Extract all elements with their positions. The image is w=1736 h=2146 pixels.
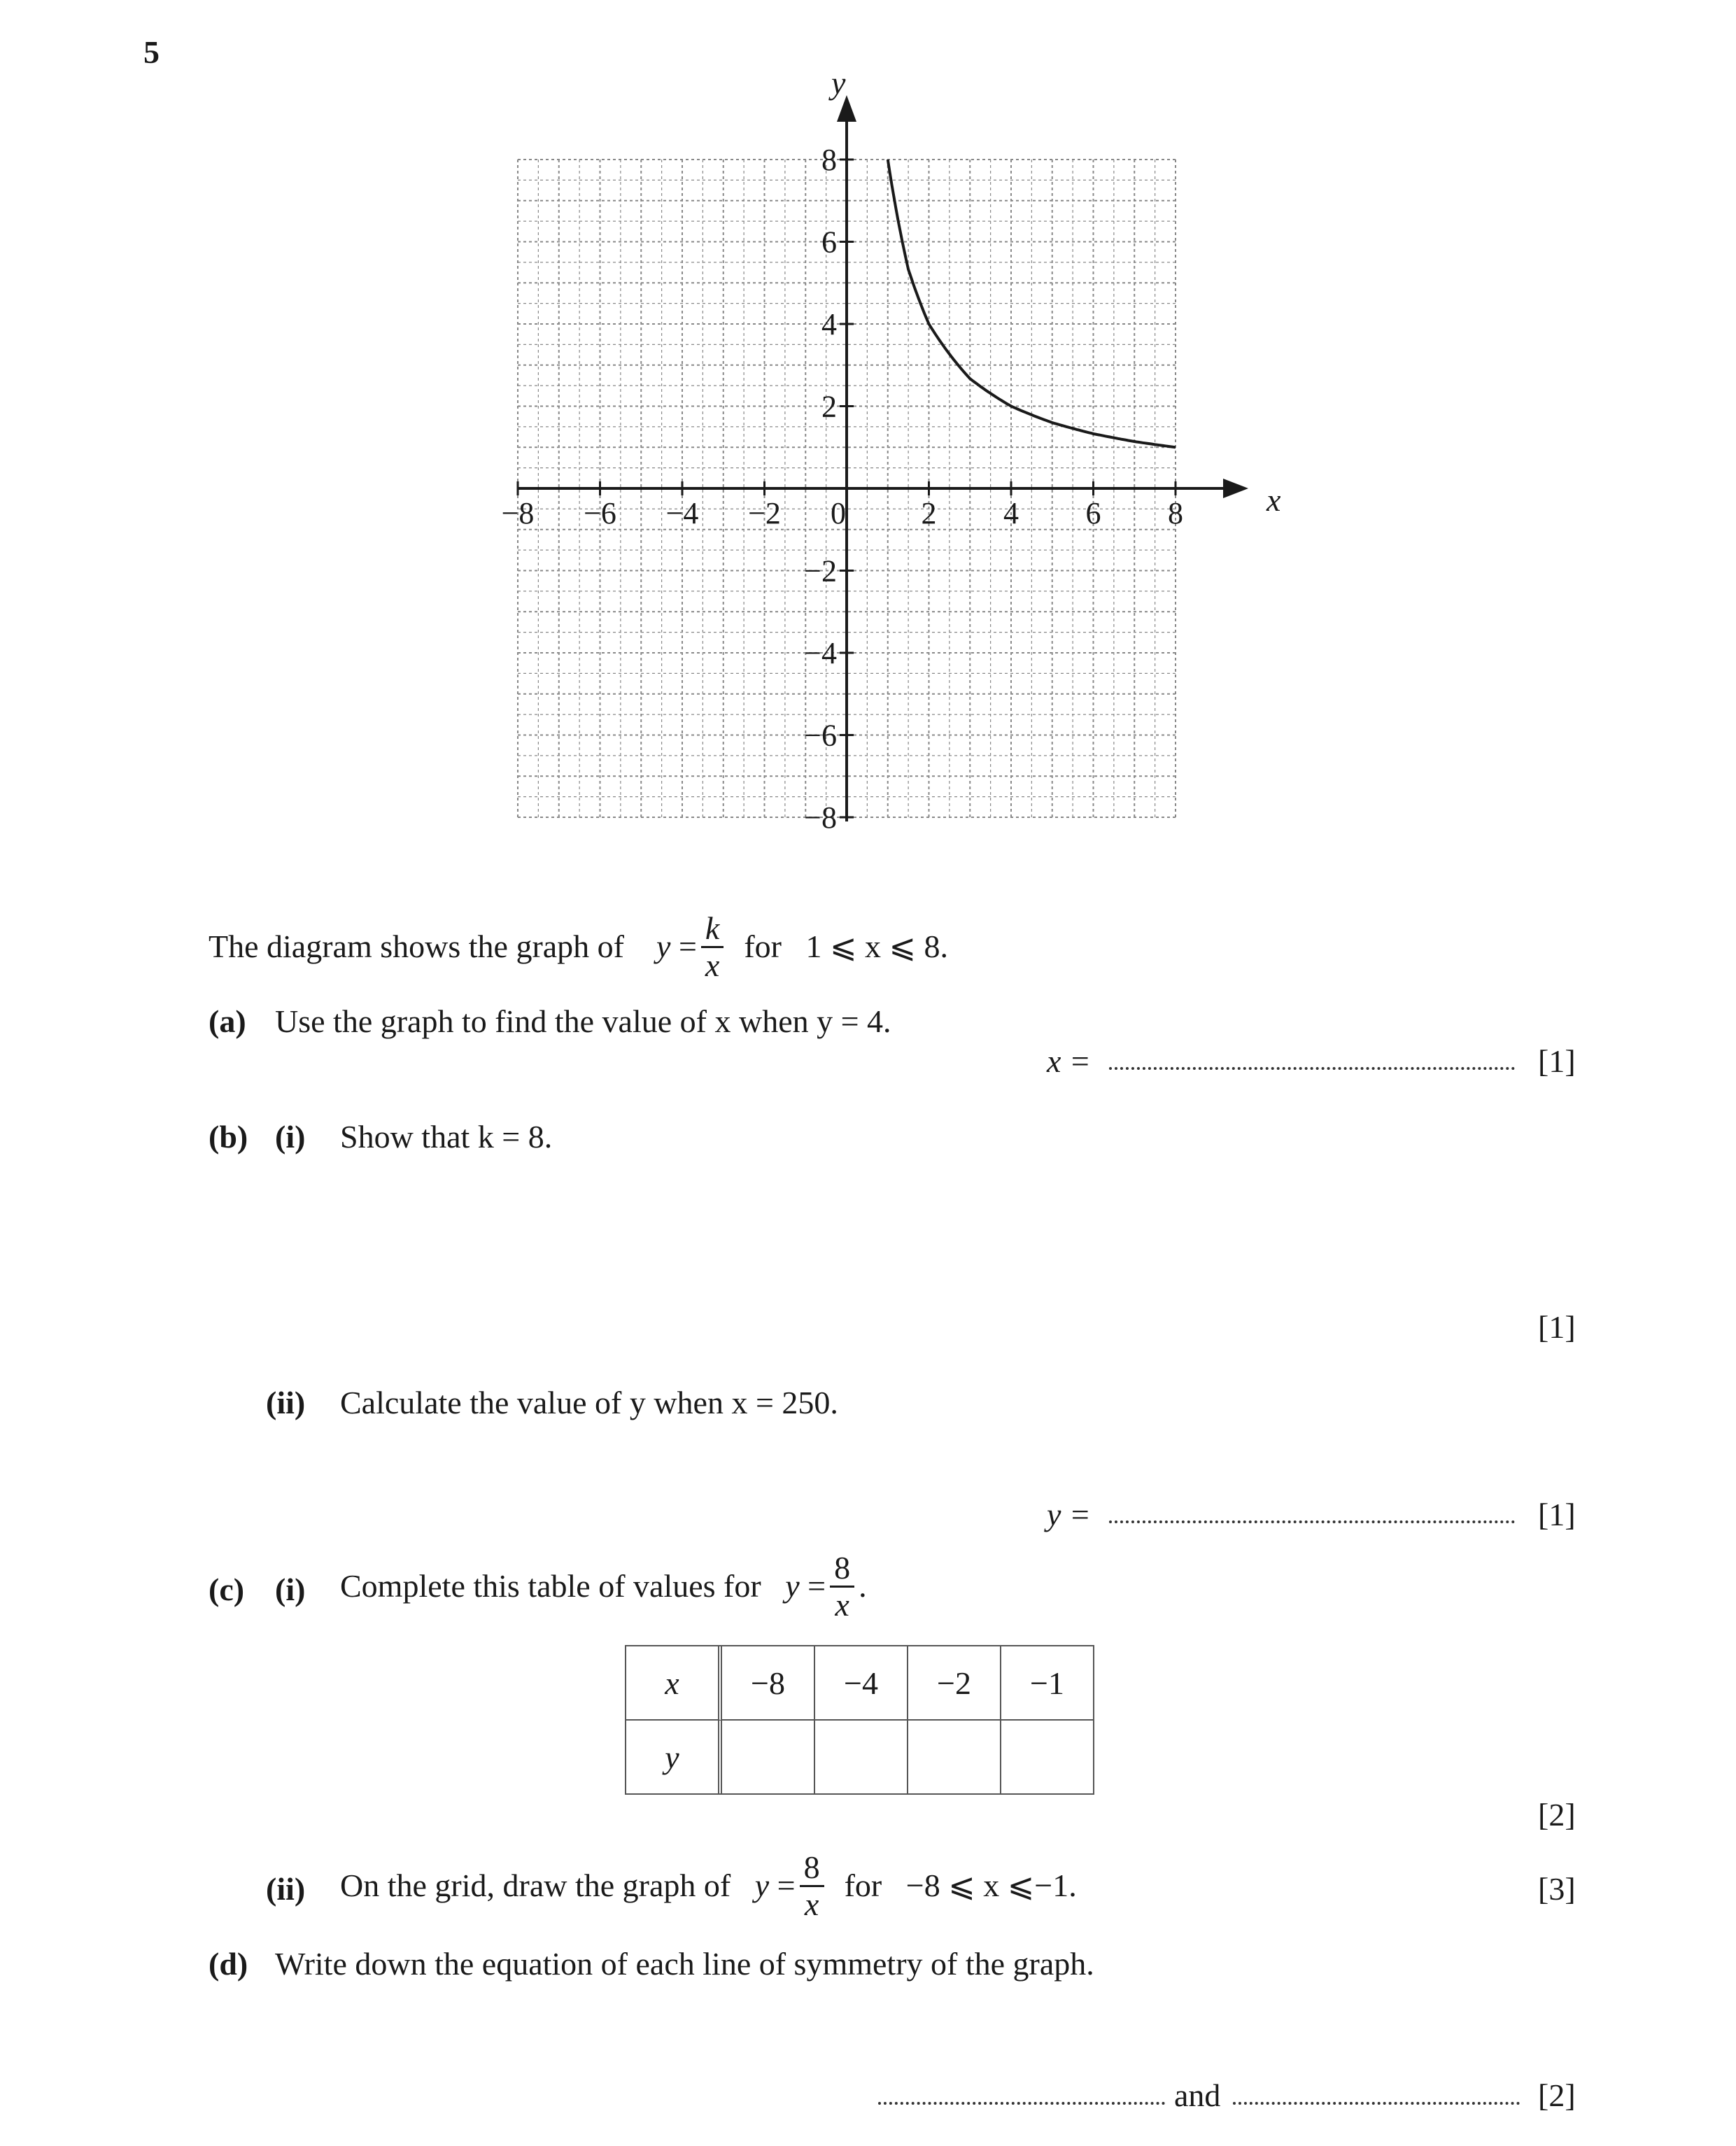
table-cell-y-input[interactable] (908, 1721, 1001, 1793)
part-d-text: Write down the equation of each line of symmetry of the graph. (275, 1946, 1094, 1982)
x-tick-label: 0 (831, 496, 846, 530)
x-axis-label: x (1266, 482, 1281, 518)
part-b-ii-answer-label: y = (1047, 1497, 1091, 1532)
x-tick-label: 2 (921, 496, 937, 530)
question-number: 5 (143, 34, 160, 70)
y-tick-label: 2 (821, 389, 837, 424)
part-c-i-mark: [2] (1538, 1797, 1576, 1833)
part-b-ii-answer-line[interactable] (1109, 1506, 1515, 1527)
table-cell-y-input[interactable] (722, 1721, 815, 1793)
table-cell-x: −8 (722, 1646, 815, 1721)
part-d-label: (d) (209, 1946, 248, 1982)
table-cell-x: −1 (1001, 1646, 1093, 1721)
part-a-mark: [1] (1538, 1043, 1576, 1079)
part-c-ii-mark: [3] (1538, 1871, 1576, 1907)
x-tick-label: −2 (748, 496, 781, 530)
part-b-i-label: (i) (275, 1119, 306, 1155)
x-tick-label: 8 (1168, 496, 1183, 530)
part-b-i-mark: [1] (1538, 1309, 1576, 1345)
part-c-ii-label: (ii) (266, 1871, 306, 1907)
series-curve (888, 160, 1176, 447)
table-cell-x: −4 (815, 1646, 908, 1721)
y-tick-label: 4 (821, 307, 837, 341)
table-row-y (626, 1721, 1093, 1793)
part-a-text: Use the graph to find the value of x when y = 4. (275, 1003, 891, 1039)
table-cell-y-input[interactable] (1001, 1721, 1093, 1793)
part-b-ii-mark: [1] (1538, 1497, 1576, 1532)
table-row-x (626, 1646, 1093, 1721)
table-header-y: y (626, 1721, 722, 1793)
part-c-i-label: (i) (275, 1572, 306, 1607)
x-tick-label: −4 (665, 496, 699, 530)
table-header-x: x (626, 1646, 722, 1721)
part-a-label: (a) (209, 1003, 246, 1039)
part-c-label: (c) (209, 1572, 245, 1607)
x-tick-label: 4 (1003, 496, 1019, 530)
part-b-i-text: Show that k = 8. (340, 1119, 553, 1155)
part-b-label: (b) (209, 1119, 248, 1155)
part-d-mark: [2] (1538, 2077, 1576, 2113)
part-a-answer-line[interactable] (1109, 1053, 1515, 1073)
part-d-and: and (1174, 2077, 1221, 2113)
part-d-answer-line-2[interactable] (1233, 2088, 1520, 2108)
part-b-ii-label: (ii) (266, 1385, 306, 1420)
y-tick-label: −4 (804, 636, 837, 670)
y-tick-label: 6 (821, 225, 837, 260)
y-tick-label: −6 (804, 718, 837, 753)
x-axis-arrow (1223, 479, 1248, 498)
table-of-values (625, 1645, 1094, 1795)
y-tick-label: 8 (821, 143, 837, 177)
part-c-i-text: Complete this table of values for y = $\frac{8}{x}$ . (340, 1550, 867, 1623)
x-tick-label: −8 (501, 496, 535, 530)
table-cell-x: −2 (908, 1646, 1001, 1721)
part-b-ii-text: Calculate the value of y when x = 250. (340, 1385, 838, 1420)
x-tick-label: −6 (584, 496, 616, 530)
part-c-ii-text: On the grid, draw the graph of y = $\frac{8}{x}$ for −8 ⩽ x ⩽−1. (340, 1849, 1077, 1922)
table-cell-y-input[interactable] (815, 1721, 908, 1793)
y-axis-label: y (831, 70, 846, 101)
y-tick-label: −2 (804, 553, 837, 588)
graph-figure (448, 70, 1315, 847)
part-d-answer-line-1[interactable] (878, 2088, 1165, 2108)
x-tick-label: 6 (1085, 496, 1101, 530)
part-a-answer-label: x = (1047, 1043, 1091, 1079)
intro-text: The diagram shows the graph of y = $\frac{k}{x}$ for 1 ⩽ x ⩽ 8. (209, 910, 949, 983)
y-tick-label: −8 (804, 800, 837, 835)
